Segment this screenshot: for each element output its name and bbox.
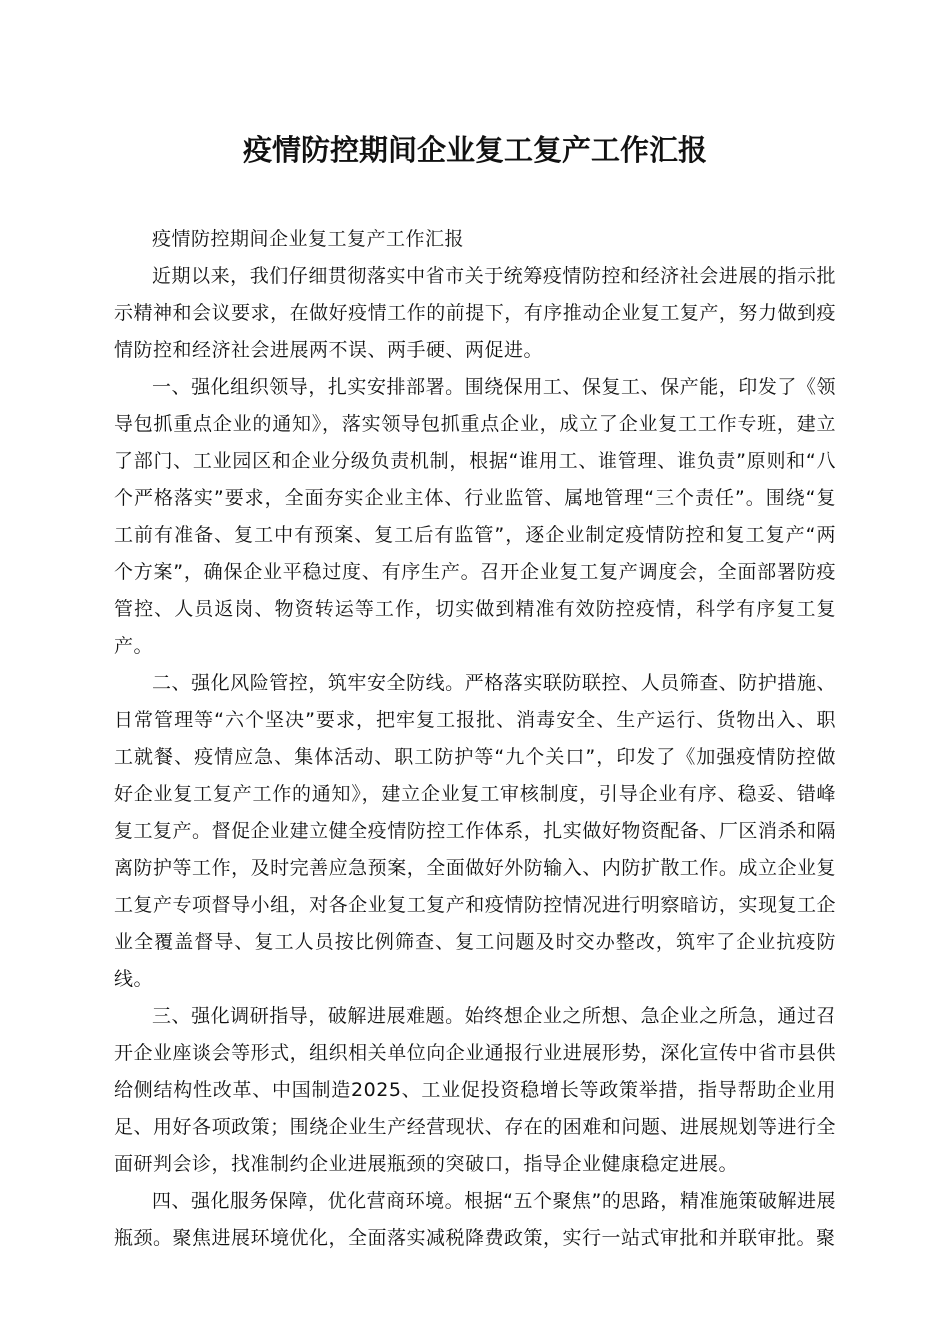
document-body [114,221,836,1257]
section-3-paragraph: 三、强化调研指导，破解进展难题。始终想企业之所想、急企业之所急，通过召开企业座谈会等形式，组织相关单位向企业通报行业进展形势，深化宣传中省市县供给侧结构性改革、中国制造2025、工业促投资稳增长等政策举措，指导帮助企业用足、用好各项政策；围绕企业生产经营现状、存在的困难和问题、进展规划等进行全面研判会诊，找准制约企业进展瓶颈的突破口，指导企业健康稳定进展。 [114,1005,836,1175]
section-4-paragraph: 四、强化服务保障，优化营商环境。根据“五个聚焦”的思路，精准施策破解进展瓶颈。聚焦进展环境优化，全面落实减税降费政策，实行一站式审批和并联审批。聚 [114,1190,836,1249]
intro-paragraph: 近期以来，我们仔细贯彻落实中省市关于统筹疫情防控和经济社会进展的指示批示精神和会议要求，在做好疫情工作的前提下，有序推动企业复工复产，努力做到疫情防控和经济社会进展两不误、两手硬、两促进。 [114,265,836,361]
section-2-paragraph: 二、强化风险管控，筑牢安全防线。严格落实联防联控、人员筛查、防护措施、日常管理等“六个坚决”要求，把牢复工报批、消毒安全、生产运行、货物出入、职工就餐、疫情应急、集体活动、职工防护等“九个关口”，印发了《加强疫情防控做好企业复工复产工作的通知》，建立企业复工审核制度，引导企业有序、稳妥、错峰复工复产。督促企业建立健全疫情防控工作体系，扎实做好物资配备、厂区消杀和隔离防护等工作，及时完善应急预案，全面做好外防输入、内防扩散工作。成立企业复工复产专项督导小组，对各企业复工复产和疫情防控情况进行明察暗访，实现复工企业全覆盖督导、复工人员按比例筛查、复工问题及时交办整改，筑牢了企业抗疫防线。 [114,672,836,990]
section-1-paragraph: 一、强化组织领导，扎实安排部署。围绕保用工、保复工、保产能，印发了《领导包抓重点企业的通知》，落实领导包抓重点企业，成立了企业复工工作专班，建立了部门、工业园区和企业分级负责机制，根据“谁用工、谁管理、谁负责”原则和“八个严格落实”要求，全面夯实企业主体、行业监管、属地管理“三个责任”。围绕“复工前有准备、复工中有预案、复工后有监管”，逐企业制定疫情防控和复工复产“两个方案”，确保企业平稳过度、有序生产。召开企业复工复产调度会，全面部署防疫管控、人员返岗、物资转运等工作，切实做到精准有效防控疫情，科学有序复工复产。 [114,376,836,657]
subtitle-paragraph: 疫情防控期间企业复工复产工作汇报 [152,228,465,250]
document-title: 疫情防控期间企业复工复产工作汇报 [242,133,707,167]
